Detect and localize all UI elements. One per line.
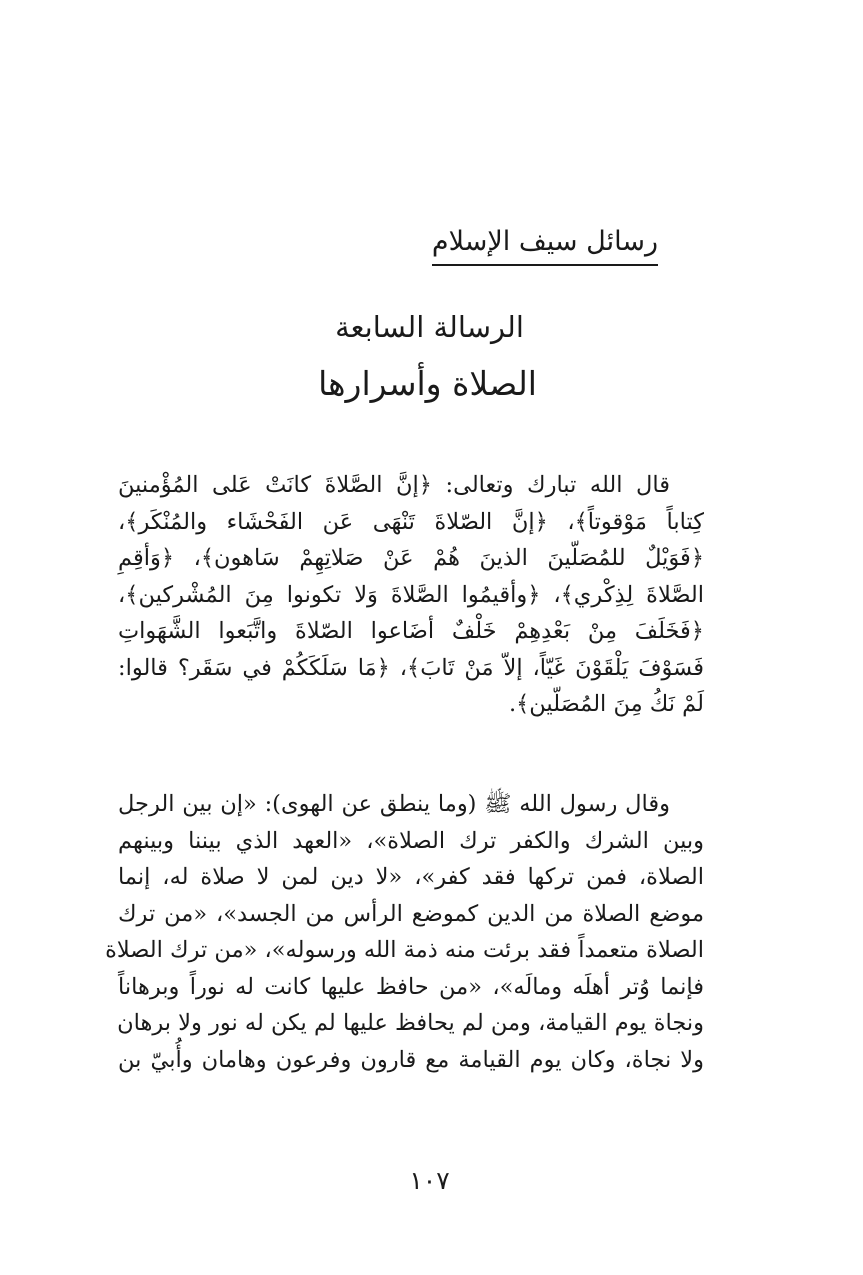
text-line: وقال رسول الله ﷺ (وما ينطق عن الهوى): «إن بين الرجل	[118, 791, 670, 817]
chapter-number-title: الرسالة السابعة	[335, 310, 524, 344]
text-line: الصلاة متعمداً فقد برئت منه ذمة الله ورسوله»، «من ترك الصلاة	[105, 937, 704, 963]
text-line: وبين الشرك والكفر ترك الصلاة»، «العهد الذي بيننا وبينهم	[118, 827, 704, 854]
text-line: ولا نجاة، وكان يوم القيامة مع قارون وفرعون وهامان وأُبيّ بن	[118, 1046, 704, 1073]
text-line: الصَّلاةَ لِذِكْري﴾، ﴿وأقيمُوا الصَّلاةَ وَلا تكونوا مِنَ المُشْركين﴾،	[118, 581, 704, 608]
page-number: ١٠٧	[409, 1166, 450, 1195]
text-line: لَمْ نَكُ مِنَ المُصَلّين﴾.	[508, 691, 704, 717]
text-line: الصلاة، فمن تركها فقد كفر»، «لا دين لمن لا صلاة له، إنما	[118, 864, 704, 890]
text-line: فإنما وُتر أهلَه ومالَه»، «من حافظ عليها كانت له نوراً وبرهاناً	[118, 973, 704, 1000]
paragraph-hadith	[105, 786, 738, 1078]
chapter-title: الصلاة وأسرارها	[318, 364, 537, 403]
paragraph-quran-verses	[118, 467, 738, 723]
text-line: موضع الصلاة من الدين كموضع الرأس من الجسد»، «من ترك	[118, 900, 704, 927]
text-line: ونجاة يوم القيامة، ومن لم يحافظ عليها لم يكن له نور ولا برهان	[117, 1010, 704, 1036]
text-line: فَسَوْفَ يَلْقَوْنَ غَيّاً، إلاّ مَنْ تَابَ﴾، ﴿مَا سَلَكَكُمْ في سَقَر؟ قالوا:	[118, 654, 704, 681]
text-line: ﴿فَوَيْلٌ للمُصَلّينَ الذينَ هُمْ عَنْ صَلاتِهِمْ سَاهون﴾، ﴿وَأقِمِ	[118, 545, 704, 571]
text-line: كِتاباً مَوْقوتاً﴾، ﴿إنَّ الصّلاةَ تَنْهَى عَن الفَحْشَاء والمُنْكَر﴾،	[118, 508, 704, 535]
text-line: قال الله تبارك وتعالى: ﴿إنَّ الصَّلاةَ كانَتْ عَلى المُؤْمنينَ	[118, 472, 670, 498]
text-line: ﴿فَخَلَفَ مِنْ بَعْدِهِمْ خَلْفٌ أضَاعوا الصّلاةَ واتَّبَعوا الشَّهَواتِ	[118, 618, 704, 644]
running-header: رسائل سيف الإسلام	[432, 222, 658, 266]
